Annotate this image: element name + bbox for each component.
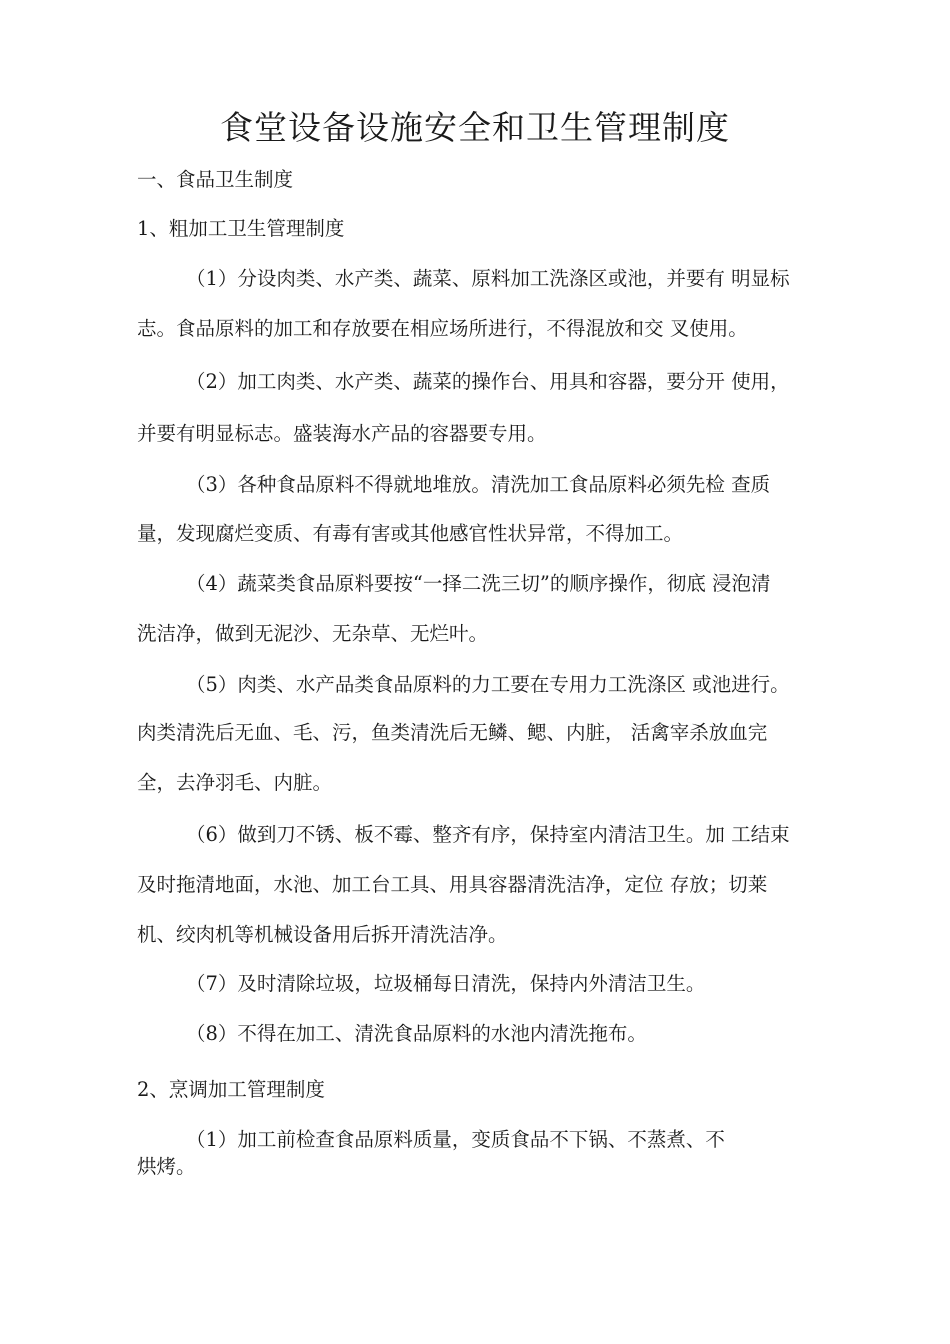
- paragraph-line: 志。食品原料的加工和存放要在相应场所进行，不得混放和交 叉使用。: [137, 317, 748, 340]
- paragraph-line: 量，发现腐烂变质、有毒有害或其他感官性状异常，不得加工。: [137, 522, 684, 545]
- paragraph-line: 肉类清洗后无血、毛、污，鱼类清洗后无鳞、鳃、内脏， 活禽宰杀放血完: [137, 721, 768, 744]
- paragraph-line: （7）及时清除垃圾，垃圾桶每日清洗，保持内外清洁卫生。: [186, 972, 706, 995]
- paragraph-line: （3）各种食品原料不得就地堆放。清洗加工食品原料必须先检 查质: [186, 473, 771, 496]
- paragraph-line: 全，去净羽毛、内脏。: [137, 771, 333, 794]
- paragraph-line: （4）蔬菜类食品原料要按“一择二洗三切”的顺序操作，彻底 浸泡清: [186, 572, 771, 595]
- paragraph-line: 机、绞肉机等机械设备用后拆开清洗洁净。: [137, 923, 508, 946]
- document-title: 食堂设备设施安全和卫生管理制度: [220, 108, 730, 147]
- paragraph-line: （8）不得在加工、清洗食品原料的水池内清洗拖布。: [186, 1022, 647, 1045]
- section-heading: 一、食品卫生制度: [137, 168, 294, 191]
- paragraph-line: 并要有明显标志。盛装海水产品的容器要专用。: [137, 422, 547, 445]
- paragraph-line: （5）肉类、水产品类食品原料的力工要在专用力工洗涤区 或池进行。: [186, 673, 790, 696]
- paragraph-line: （1）分设肉类、水产类、蔬菜、原料加工洗涤区或池，并要有 明显标: [186, 267, 790, 290]
- paragraph-line: 烘烤。: [137, 1155, 196, 1178]
- paragraph-line: （1）加工前检查食品原料质量，变质食品不下锅、不蒸煮、不: [186, 1128, 725, 1151]
- paragraph-line: 洗洁净，做到无泥沙、无杂草、无烂叶。: [137, 622, 489, 645]
- paragraph-line: 及时拖清地面，水池、加工台工具、用具容器清洗洁净，定位 存放；切莱: [137, 873, 768, 896]
- subsection-heading: 2、烹调加工管理制度: [137, 1078, 325, 1101]
- paragraph-line: （6）做到刀不锈、板不霉、整齐有序，保持室内清洁卫生。加 工结束: [186, 823, 790, 846]
- subsection-heading: 1、粗加工卫生管理制度: [137, 217, 345, 240]
- paragraph-line: （2）加工肉类、水产类、蔬菜的操作台、用具和容器，要分开 使用，: [186, 370, 790, 393]
